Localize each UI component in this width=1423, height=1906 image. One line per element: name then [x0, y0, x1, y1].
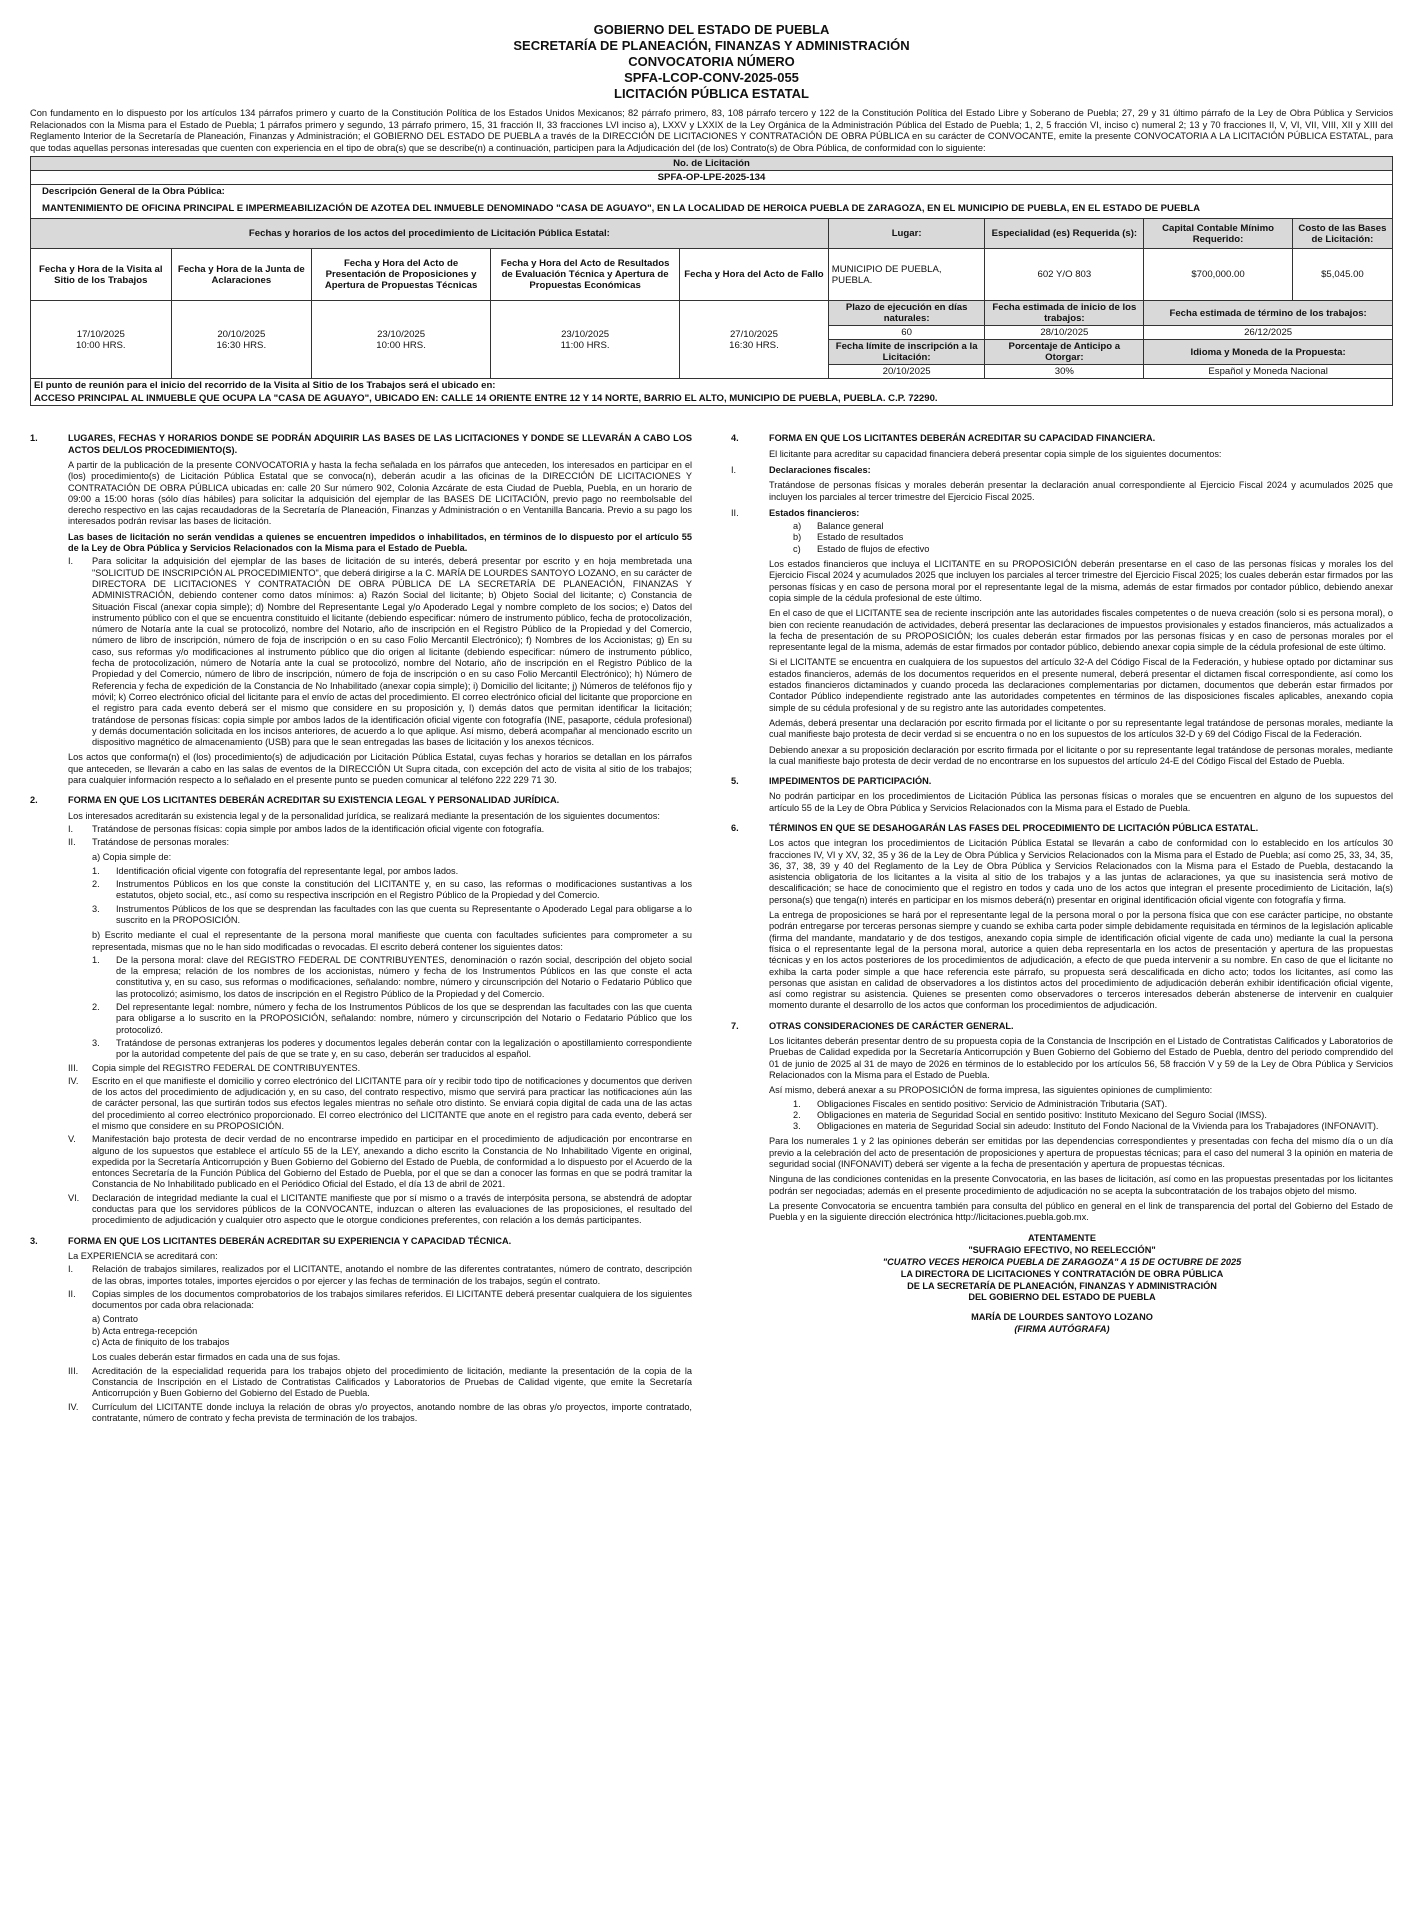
body-columns	[30, 424, 1393, 1424]
sig-name: MARÍA DE LOURDES SANTOYO LOZANO	[971, 1312, 1153, 1323]
item-text: Del representante legal: nombre, número y fecha de los Instrumentos Públicos de los que se desprendan las facultades con las que cuenta para obligarse a lo suscrito en la PROPOSICIÓN, señalando: nombre, número y circunscripción del Notario o Fedatario Público que los protocolizó.	[116, 1002, 692, 1035]
item-number: 1.	[793, 1098, 801, 1109]
idioma-value: Español y Moneda Nacional	[1144, 365, 1393, 379]
reunion-block	[31, 379, 1393, 406]
item-text: Tratándose de personas extranjeras los poderes y documentos legales deberán contar con la legalización o apostillamiento correspondiente por la autoridad competente del país de que se trate y, en su caso, deberán ser traducidos al español.	[116, 1037, 692, 1060]
item-number: II.	[68, 1288, 76, 1299]
resultados-time: 11:00 HRS.	[560, 339, 610, 351]
item-text: Instrumentos Públicos en los que conste la constitución del LICITANTE y, en su caso, las reformas o modificaciones sustantivas a los estatutos, objeto social, etc., así como su respectiva inscripción en el Registro Público de la Propiedad y del Comercio.	[116, 879, 692, 901]
item-text: Balance general	[817, 521, 884, 532]
sig-line: DEL GOBIERNO DEL ESTADO DE PUEBLA	[968, 1292, 1156, 1303]
paragraph: Debiendo anexar a su proposición declaración por escrito firmada por el licitante o por su representante legal tratándose de personas morales, mediante la cual manifieste bajo protesta de decir verdad de no encontrarse en los supuestos del artículo 24-E del Código Fiscal del Estado de Puebla.	[769, 744, 1393, 766]
sig-line: ATENTAMENTE	[1027, 1233, 1097, 1244]
item-text: Manifestación bajo protesta de decir verdad de no encontrarse impedido en participar en el procedimiento de adjudicación por encontrarse en alguno de los supuestos que establece el artículo 55 de la LEY, anexando a dicho escrito la Constancia de No Inhabilitado Vigente en original, expedida por la Secretaría Anticorrupción y Buen Gobierno del Gobierno del Estado de Puebla, de conformidad a lo dispuesto por el Acuerdo de la entonces Secretaría de la Función Pública del Gobierno del Estado de Puebla, por el que se dan a conocer las formas en que se podrá tramitar la Constancia de No Inhabilitado publicado en el Periódico Oficial del Estado, el día 13 de abril de 2021.	[92, 1134, 692, 1190]
paragraph: Tratándose de personas físicas y morales deberán presentar la declaración anual correspondiente al Ejercicio Fiscal 2024 y acumulados 2025 que incluyen los parciales al tercer trimestre del Ejercicio Fiscal 2025.	[769, 480, 1393, 502]
section-heading: TÉRMINOS EN QUE SE DESAHOGARÁN LAS FASES DEL PROCEDIMIENTO DE LICITACIÓN PÚBLICA ESTATAL.	[769, 822, 1259, 833]
section-1-title	[30, 433, 692, 456]
paragraph: c) Acta de finiquito de los trabajos	[92, 1337, 230, 1348]
paragraph: Los cuales deberán estar firmados en cada una de sus fojas.	[92, 1352, 341, 1363]
paragraph: El licitante para acreditar su capacidad financiera deberá presentar copia simple de los siguientes documentos:	[769, 448, 1222, 459]
item-number: I.	[68, 556, 74, 567]
left-column	[30, 424, 692, 1424]
item-text: Declaración de integridad mediante la cual el LICITANTE manifieste que por sí mismo o a través de interpósita persona, se abstendrá de adoptar conductas para que los servidores públicos de la CONVOCANTE, induzcan o alteren las evaluaciones de las proposiciones, el resultado del procedimiento de adjudicación y cualquier otro aspecto que le otorgue condiciones preferentes, con relación a los demás participantes.	[92, 1192, 692, 1226]
list-item	[30, 1366, 692, 1400]
h-visita: Fecha y Hora de la Visita al Sitio de los Trabajos	[31, 249, 172, 301]
list-item	[731, 1121, 1393, 1132]
presentacion-date: 23/10/2025	[377, 328, 426, 340]
no-lic-label: No. de Licitación	[31, 157, 1393, 171]
item-text: Obligaciones en materia de Seguridad Social en sentido positivo: Instituto Mexicano del Seguro Social (IMSS).	[817, 1109, 1267, 1120]
fechas-label: Fechas y horarios de los actos del procedimiento de Licitación Pública Estatal:	[31, 219, 829, 249]
paragraph: La EXPERIENCIA se acreditará con:	[68, 1250, 218, 1261]
fallo-time: 16:30 HRS.	[729, 339, 779, 351]
sig-note: (FIRMA AUTÓGRAFA)	[1014, 1324, 1110, 1335]
item-number: b)	[793, 532, 802, 543]
list-item	[30, 1289, 692, 1312]
reunion-value: ACCESO PRINCIPAL AL INMUEBLE QUE OCUPA LA "CASA DE AGUAYO", UBICADO EN: CALLE 14 ORIENTE ENTRE 12 Y 14 NORTE, BARRIO EL ALTO, MUNICIPIO DE PUEBLA, PUEBLA. C.P. 72290.	[34, 393, 938, 405]
section-number: 4.	[731, 433, 739, 444]
list-item	[30, 1002, 692, 1036]
junta-time: 16:30 HRS.	[216, 339, 267, 351]
item-number: V.	[68, 1134, 76, 1145]
junta-cell	[171, 301, 312, 379]
list-item	[30, 1076, 692, 1132]
item-number: 1.	[92, 865, 100, 876]
no-lic-value: SPFA-OP-LPE-2025-134	[31, 171, 1393, 185]
item-number: 1.	[92, 954, 100, 965]
h-presentacion: Fecha y Hora del Acto de Presentación de Proposiciones y Apertura de Propuestas Técnicas	[312, 249, 491, 301]
h-fallo: Fecha y Hora del Acto de Fallo	[680, 249, 829, 301]
presentacion-cell	[312, 301, 491, 379]
section-heading: IMPEDIMENTOS DE PARTICIPACIÓN.	[769, 776, 932, 787]
item-text: Obligaciones en materia de Seguridad Social sin adeudo: Instituto del Fondo Nacional de la Vivienda para los Trabajadores (INFONAVIT).	[817, 1121, 1379, 1132]
list-item	[731, 1099, 1393, 1110]
section-number: 3.	[30, 1235, 38, 1246]
item-text: Acreditación de la especialidad requerida para los trabajos objeto del procedimiento de licitación, mediante la presentación de la copia de la Constancia de Inscripción en el Listado de Contratistas Calificados y Laboratorios de Pruebas de Calidad vigente, que emite la Secretaría Anticorrupción y Buen Gobierno del Gobierno del Estado de Puebla.	[92, 1365, 692, 1399]
section-2-title	[30, 795, 692, 806]
list-item	[30, 1134, 692, 1190]
item-text: Declaraciones fiscales:	[769, 464, 871, 475]
item-number: III.	[68, 1062, 79, 1073]
h-junta: Fecha y Hora de la Junta de Aclaraciones	[171, 249, 312, 301]
item-number: a)	[793, 521, 802, 532]
header-line-1: GOBIERNO DEL ESTADO DE PUEBLA	[593, 22, 830, 37]
item-text: Tratándose de personas físicas: copia simple por ambos lados de la identificación oficial vigente con fotografía.	[92, 823, 545, 834]
header-line-2: SECRETARÍA DE PLANEACIÓN, FINANZAS Y ADMINISTRACIÓN	[513, 38, 910, 53]
item-text: Currículum del LICITANTE donde incluya la relación de obras y/o proyectos, anotando nombre de las obras y/o proyectos, importe contratado, contratante, número de contrato y fecha prevista de terminación de los trabajos.	[92, 1401, 692, 1423]
item-text: Copias simples de los documentos comprobatorios de los trabajos similares referidos. El LICITANTE deberá presentar cualquiera de los siguientes documentos por cada obra relacionada:	[92, 1288, 692, 1311]
sig-line: "SUFRAGIO EFECTIVO, NO REELECCIÓN"	[968, 1245, 1156, 1256]
item-text: Instrumentos Públicos de los que se desprendan las facultades con las que cuenta su Representante o Apoderado Legal para obligarse a lo suscrito en la PROPOSICIÓN.	[116, 903, 692, 925]
list-item	[30, 1063, 692, 1074]
paragraph: No podrán participar en los procedimientos de Licitación Pública las personas físicas o morales que se encuentren en alguno de los supuestos del artículo 55 de la Ley de Obra Pública y Servicios Relacionados con la Misma para el Estado de Puebla.	[769, 791, 1393, 813]
termino-value: 26/12/2025	[1144, 326, 1393, 340]
list-item	[30, 1038, 692, 1061]
item-text: Copia simple del REGISTRO FEDERAL DE CONTRIBUYENTES.	[92, 1062, 361, 1073]
intro-paragraph: Con fundamento en lo dispuesto por los artículos 134 párrafos primero y cuarto de la Constitución Política de los Estados Unidos Mexicanos; 82 párrafo primero, 83, 108 párrafo tercero y 122 de la Constitución Política del Estado Libre y Soberano de Puebla; 27, 29 y 31 último párrafo de la Ley de Obra Pública y Servicios Relacionados con la Misma para el Estado de Puebla; 1 párrafos primero y segundo, 13 párrafo primero, 15, 31 fracción II, 33 fracciones LVI inciso a), LXXV y LXXIX de la Ley Orgánica de la Administración Pública del Estado de Puebla; 1, 2, 5 fracción VI, inciso c) numeral 2; 13 y 70 fracciones II, V, VI, VII, VIII, XII y XIII del Reglamento Interior de la Secretaría de Planeación, Finanzas y Administración; el GOBIERNO DEL ESTADO DE PUEBLA a través de la DIRECCIÓN DE LICITACIONES Y CONTRATACIÓN DE OBRA PÚBLICA en su carácter de CONVOCANTE, emite la presente CONVOCATORIA A LA LICITACIÓN PÚBLICA ESTATAL, para que todas aquellas personas interesadas que cuenten con experiencia en el tipo de obra(s) que se describe(n) a continuación, participen para la Adjudicación del (de los) Contrato(s) de Obra Pública, de conformidad con lo siguiente:	[30, 108, 1393, 153]
presentacion-time: 10:00 HRS.	[376, 339, 426, 351]
visita-time: 10:00 HRS.	[75, 339, 126, 351]
item-number: I.	[731, 464, 737, 475]
item-number: VI.	[68, 1192, 80, 1203]
item-text: Estado de flujos de efectivo	[817, 543, 930, 554]
section-heading: OTRAS CONSIDERACIONES DE CARÁCTER GENERAL.	[769, 1020, 1014, 1031]
paragraph: a) Copia simple de:	[92, 852, 172, 863]
list-item	[731, 544, 1393, 555]
lugar-value: MUNICIPIO DE PUEBLA, PUEBLA.	[828, 249, 985, 301]
section-5-title	[731, 776, 1393, 787]
paragraph: Los actos que conforma(n) el (los) procedimiento(s) de adjudicación por Licitación Pública Estatal, cuyas fechas y horarios se detallan en los párrafos que anteceden, se llevarán a cabo en las salas de eventos de la DIRECCIÓN Ut Supra citada, con excepción del acto de visita al sitio de los trabajos; para cualquier información respecto a lo señalado en el presente punto se pueden comunicar al teléfono 222 229 71 30.	[68, 752, 692, 785]
desc-block	[31, 185, 1393, 219]
anticipo-value: 30%	[985, 365, 1144, 379]
desc-value: MANTENIMIENTO DE OFICINA PRINCIPAL E IMPERMEABILIZACIÓN DE AZOTEA DEL INMUEBLE DENOMINADO "CASA DE AGUAYO", EN LA LOCALIDAD DE HEROICA PUEBLA DE ZARAGOZA, EN EL MUNICIPIO DE PUEBLA, EN EL ESTADO DE PUEBLA	[42, 203, 1201, 215]
section-number: 2.	[30, 795, 38, 806]
list-item	[30, 879, 692, 902]
paragraph: b) Escrito mediante el cual el representante de la persona moral manifieste que cuenta con facultades suficientes para comprometer a su representada, mismas que no le han sido modificadas o revocadas. El escrito deberá contener los siguientes datos:	[92, 930, 692, 952]
item-text: Estado de resultados	[817, 532, 904, 543]
item-number: IV.	[68, 1075, 79, 1086]
costo-value: $5,045.00	[1292, 249, 1392, 301]
list-item	[30, 1193, 692, 1227]
tender-table	[30, 156, 1393, 406]
item-number: 2.	[92, 1002, 100, 1013]
item-number: III.	[68, 1365, 79, 1376]
paragraph: A partir de la publicación de la presente CONVOCATORIA y hasta la fecha señalada en los párrafos que anteceden, los interesados en participar en el (los) procedimiento(s) de Licitación Pública Estatal que se convoca(n), deberán acudir a las oficinas de la DIRECCIÓN DE LICITACIONES Y CONTRATACIÓN DE OBRA PÚBLICA ubicadas en: calle 20 Sur número 902, Colonia Azcárate de esta Ciudad de Puebla, Puebla, en un horario de 09:00 a 15:00 horas (sólo días hábiles) para solicitar la adquisición del ejemplar de las BASES DE LICITACIÓN, previo pago no reembolsable del derecho respectivo en las cajas recaudadoras de la Secretaría de Planeación, Finanzas y Administración o en Ventanilla Bancaria. Previo a su pago los interesados podrán revisar las bases de licitación.	[68, 459, 692, 527]
item-text: Obligaciones Fiscales en sentido positivo: Servicio de Administración Tributaria (SAT).	[817, 1098, 1168, 1109]
plazo-value: 60	[828, 326, 985, 340]
plazo-label: Plazo de ejecución en días naturales:	[828, 301, 985, 326]
section-heading: FORMA EN QUE LOS LICITANTES DEBERÁN ACREDITAR SU EXPERIENCIA Y CAPACIDAD TÉCNICA.	[68, 1235, 512, 1246]
list-item	[30, 837, 692, 848]
item-text: Tratándose de personas morales:	[92, 837, 230, 848]
capital-value: $700,000.00	[1144, 249, 1293, 301]
item-number: 3.	[92, 903, 100, 914]
sig-line: "CUATRO VECES HEROICA PUEBLA DE ZARAGOZA" A 15 DE OCTUBRE DE 2025	[882, 1257, 1242, 1268]
lugar-label: Lugar:	[828, 219, 985, 249]
item-number: II.	[731, 507, 739, 518]
signature-block	[731, 1233, 1393, 1335]
item-number: I.	[68, 1264, 74, 1275]
anticipo-label: Porcentaje de Anticipo a Otorgar:	[985, 340, 1144, 365]
paragraph: a) Contrato	[92, 1314, 138, 1325]
reunion-label: El punto de reunión para el inicio del recorrido de la Visita al Sitio de los Trabajos será el ubicado en:	[34, 380, 496, 392]
header-line-3: CONVOCATORIA NÚMERO	[628, 54, 795, 69]
visita-date: 17/10/2025	[76, 328, 125, 340]
list-item	[731, 532, 1393, 543]
paragraph: Si el LICITANTE se encuentra en cualquiera de los supuestos del artículo 32-A del Código Fiscal de la Federación, y hubiese optado por dictaminar sus estados financieros, además de los documentos requeridos en el presente numeral, deberá presentar el dictamen fiscal correspondiente, así como los estados financieros dictaminados y cuando proceda las declaraciones complementarias por dictamen, documentos que deberán estar firmados por Contador Público independiente registrado ante las autoridades competentes en términos de las disposiciones fiscales aplicables, anexando copia simple de su cédula profesional y de su registro ante las autoridades competentes.	[769, 657, 1393, 713]
list-item	[30, 1264, 692, 1287]
item-text: Para solicitar la adquisición del ejemplar de las bases de licitación de su interés, deberá presentar por escrito y en hoja membretada una "SOLICITUD DE INSCRIPCIÓN AL PROCEDIMIENTO", que deberá dirigirse a la C. MARÍA DE LOURDES SANTOYO LOZANO, en su carácter de DIRECTORA DE LICITACIONES Y CONTRATACIÓN DE OBRA PÚBLICA DE LA SECRETARÍA DE PLANEACIÓN, FINANZAS Y ADMINISTRACIÓN, debiendo contener como datos mínimos: a) Razón Social del licitante; b) Objeto Social del licitante; c) Constancia de Situación Fiscal (anexar copia simple); d) Nombre del Representante Legal y/o Apoderado Legal y nombre completo de los socios; e) Datos del instrumento público con el que se encuentra constituido el licitante (debiendo especificar: número de instrumento público, fecha de protocolización, número de Notaría ante la cual se protocolizó, nombre del Notario, año de inscripción en el Registro Público de la Propiedad y del Comercio, número de libro de inscripción, número de foja de inscripción o en su caso Folio Mercantil Electrónico); f) Nombres de los Accionistas; g) En su caso, sus reformas y/o modificaciones al instrumento público que dio origen al licitante (debiendo especificar: número de instrumento público, fecha de protocolización, número de Notaría ante la cual se protocolizó, nombre del Notario, año de inscripción en el Registro Público de la Propiedad y del Comercio, número de libro de inscripción, número de foja de inscripción o en su caso Folio Mercantil Electrónico); h) Número de Referencia y fecha de expedición de la Constancia de No Inhabilitado (anexar copia simple); i) Domicilio del licitante; j) Números de teléfonos fijo y móvil; k) Correo electrónico oficial del licitante para el envío de actas del procedimiento. El correo electrónico oficial del licitante que proporcione en el registro para cada evento deberá ser el mismo que considere en su proposición y, l) demás datos que permitan identificar la licitación; tratándose de personas físicas: copia simple por ambos lados de la identificación oficial vigente con fotografía (INE, pasaporte, cédula profesional) y demás documentación solicitada en los incisos anteriores, de acuerdo a lo que aplique. Así mismo, deberá acompañar al mencionado escrito un dispositivo magnético de almacenamiento (USB) para que le sean entregadas las bases de licitación y los anexos técnicos.	[92, 556, 692, 748]
item-text: Estados financieros:	[769, 507, 860, 518]
list-item	[731, 465, 1393, 476]
section-4-title	[731, 433, 1393, 444]
idioma-label: Idioma y Moneda de la Propuesta:	[1144, 340, 1393, 365]
junta-date: 20/10/2025	[217, 328, 266, 340]
sig-line: DE LA SECRETARÍA DE PLANEACIÓN, FINANZAS Y ADMINISTRACIÓN	[907, 1280, 1217, 1291]
inicio-label: Fecha estimada de inicio de los trabajos:	[985, 301, 1144, 326]
list-item	[30, 1402, 692, 1425]
section-7-title	[731, 1021, 1393, 1032]
paragraph: La presente Convocatoria se encuentra también para consulta del público en general en el link de transparencia del portal del Gobierno del Estado de Puebla y en la siguiente dirección electrónica http://licitaciones.puebla.gob.mx.	[769, 1200, 1393, 1223]
paragraph: Los licitantes deberán presentar dentro de su propuesta copia de la Constancia de Inscripción en el Listado de Contratistas Calificados y Laboratorios de Pruebas de Calidad expedida por la Secretaría Anticorrupción y Buen Gobierno del Gobierno del Estado de Puebla, dentro del periodo comprendido del 01 de junio de 2025 al 31 de mayo de 2026 en términos de lo establecido por los artículos 56, 58 fracción V y 59 de la Ley de Obra Pública y Servicios Relacionados con la Misma para el Estado de Puebla.	[769, 1036, 1393, 1080]
resultados-cell	[491, 301, 680, 379]
sig-line: LA DIRECTORA DE LICITACIONES Y CONTRATACIÓN DE OBRA PÚBLICA	[900, 1268, 1224, 1279]
limite-value: 20/10/2025	[828, 365, 985, 379]
section-number: 6.	[731, 822, 739, 833]
item-number: 3.	[793, 1121, 801, 1132]
item-number: 2.	[92, 879, 100, 890]
header-line-5: LICITACIÓN PÚBLICA ESTATAL	[614, 86, 809, 101]
section-3-title	[30, 1236, 692, 1247]
section-heading: FORMA EN QUE LOS LICITANTES DEBERÁN ACREDITAR SU CAPACIDAD FINANCIERA.	[769, 433, 1156, 444]
item-number: I.	[68, 823, 74, 834]
costo-label: Costo de las Bases de Licitación:	[1292, 219, 1392, 249]
paragraph: Los estados financieros que incluya el LICITANTE en su PROPOSICIÓN deberán presentarse en el caso de las personas físicas y morales los del Ejercicio Fiscal 2024 y acumulados 2025 que incluyen los parciales al tercer trimestre del Ejercicio Fiscal 2025; los cuales deberán estar firmados por las personas físicas y en caso de persona moral por el representante legal de la misma, además de estar firmados por contador público, debiendo anexar copia simple de la cédula profesional de este último.	[769, 559, 1393, 603]
header-line-4: SPFA-LCOP-CONV-2025-055	[624, 70, 799, 85]
fallo-cell	[680, 301, 829, 379]
section-number: 1.	[30, 433, 38, 444]
section-number: 7.	[731, 1020, 739, 1031]
list-item	[30, 866, 692, 877]
list-item	[731, 1110, 1393, 1121]
item-text: Identificación oficial vigente con fotografía del representante legal, por ambos lados.	[116, 865, 459, 876]
section-6-title	[731, 823, 1393, 834]
item-number: IV.	[68, 1401, 79, 1412]
paragraph: Los interesados acreditarán su existencia legal y de la personalidad jurídica, se realizará mediante la presentación de los siguientes documentos:	[68, 810, 660, 821]
paragraph: Así mismo, deberá anexar a su PROPOSICIÓN de forma impresa, las siguientes opiniones de cumplimiento:	[769, 1085, 1213, 1096]
item-number: 3.	[92, 1037, 100, 1048]
document-header	[30, 22, 1393, 102]
paragraph: Para los numerales 1 y 2 las opiniones deberán ser emitidas por las dependencias correspondientes y presentadas con fecha del mismo día o un día previo a la celebración del acto de presentación de proposiciones y apertura de propuestas técnicas; para el caso del numeral 3 la opinión en materia de seguridad social (INFONAVIT) deberá ser vigente a la fecha de presentación y apertura de propuestas técnicas.	[769, 1136, 1393, 1169]
paragraph: Las bases de licitación no serán vendidas a quienes se encuentren impedidos o inhabilitados, en términos de lo dispuesto por el artículo 55 de la Ley de Obra Pública y Servicios Relacionados con la Misma para el Estado de Puebla.	[68, 531, 692, 554]
paragraph: La entrega de proposiciones se hará por el representante legal de la persona moral o por la persona física que con ese carácter participe, no obstante podrán entregarse por terceras personas siempre y cuando se exhiba carta poder simple debidamente requisitada en términos de la legislación aplicable (firma del mandante, mandatario y de dos testigos, anexando copia simple de identificación oficial vigente de cada uno) mediante la cual la persona física o el representante legal de la persona moral, autorice a quien deba representarla en los actos de presentación y apertura de las propuestas técnicas y en los actos posteriores de los procedimientos de adjudicación, a efecto de que pueda intervenir a su nombre. En caso de que el licitante no exhiba la carta poder simple a que hace referencia este párrafo, su propuesta será descalificada en dicho acto; todos los licitantes, así como las personas que asistan en calidad de observadores a los distintos actos del procedimiento de adjudicación deberán exhibir identificación oficial vigente, así como registrar su asistencia. Quienes se presenten como observadores o terceros interesados deberán abstenerse de intervenir en cualquier momento durante el desarrollo de los actos que conforman los procedimientos de adjudicación.	[769, 910, 1393, 1011]
visita-cell	[31, 301, 172, 379]
list-item	[731, 521, 1393, 532]
list-item	[731, 508, 1393, 519]
item-number: c)	[793, 543, 801, 554]
paragraph: Además, deberá presentar una declaración por escrito firmada por el licitante o por su representante legal tratándose de personas morales, mediante la cual manifieste bajo protesta de decir verdad si se encuentra o no en los supuestos de los artículos 32-D y 69 del Código Fiscal de la Federación.	[769, 717, 1393, 740]
section-heading: LUGARES, FECHAS Y HORARIOS DONDE SE PODRÁN ADQUIRIR LAS BASES DE LAS LICITACIONES Y DONDE SE LLEVARÁN A CABO LOS ACTOS DEL/LOS PROCEDIMIENTO(S).	[68, 433, 692, 455]
list-item	[30, 904, 692, 927]
paragraph: b) Acta entrega-recepción	[92, 1325, 198, 1336]
esp-value: 602 Y/O 803	[985, 249, 1144, 301]
termino-label: Fecha estimada de término de los trabajos:	[1144, 301, 1393, 326]
item-text: Escrito en el que manifieste el domicilio y correo electrónico del LICITANTE para oír y recibir todo tipo de notificaciones y documentos que deriven de los actos del procedimiento de adjudicación y, en su caso, del contrato respectivo, mismo que servirá para practicar las notificaciones aún las de carácter personal, las que surtirán todos sus efectos legales mientras no señale otro distinto. Se enviará copia digital de cada una de las actas del procedimiento al correo electrónico proporcionado. El correo electrónico del LICITANTE que anote en el registro para cada evento, deberá ser el mismo que considere en su PROPOSICIÓN.	[92, 1075, 692, 1131]
esp-label: Especialidad (es) Requerida (s):	[985, 219, 1144, 249]
limite-label: Fecha límite de inscripción a la Licitación:	[828, 340, 985, 365]
desc-label: Descripción General de la Obra Pública:	[42, 186, 225, 198]
item-number: II.	[68, 837, 76, 848]
item-text: Relación de trabajos similares, realizados por el LICITANTE, anotando el nombre de las diferentes contratantes, número de contrato, descripción de las obras, importes totales, importes ejercidos o por ejercer y las fechas de terminación de los trabajos, según el contrato.	[92, 1264, 692, 1286]
paragraph: Los actos que integran los procedimientos de Licitación Pública Estatal se llevarán a cabo de conformidad con lo establecido en los artículos 30 fracciones IV, VI y XV, 32, 35 y 36 de la Ley de Obra Pública y Servicios Relacionados con la Misma para el Estado de Puebla; así como 25, 33, 34, 35, 36, 37, 38, 39 y 40 del Reglamento de la Ley de Obra Pública y Servicios Relacionados con la Misma para el Estado de Puebla, destacando la asistencia obligatoria de los licitantes a la visita al sitio de los trabajos y a las juntas de aclaraciones, ya que su inasistencia será motivo de descalificación; se hace de conocimiento que el registro en todos y cada uno de los actos que integran el presente procedimiento de Licitación, la(s) persona(s) que tenga(n) interés en participar en los mismos deberá(n) presentar en original identificación oficial vigente con fotografía y firma.	[769, 838, 1393, 905]
inicio-value: 28/10/2025	[985, 326, 1144, 340]
item-number: 2.	[793, 1109, 801, 1120]
item-text: De la persona moral: clave del REGISTRO FEDERAL DE CONTRIBUYENTES, denominación o razón social, descripción del objeto social de la empresa; relación de los nombres de los accionistas, número y fecha de los Instrumentos Públicos en las que conste el acta constitutiva y, en su caso, sus reformas o modificaciones, señalando: nombre, número y circunscripción del Notario o Fedatario Público que las protocolizó; asimismo, los datos de inscripción en el Registro Público de la Propiedad y del Comercio.	[116, 954, 692, 999]
fallo-date: 27/10/2025	[729, 328, 778, 340]
section-heading: FORMA EN QUE LOS LICITANTES DEBERÁN ACREDITAR SU EXISTENCIA LEGAL Y PERSONALIDAD JURÍDICA.	[68, 795, 560, 806]
section-number: 5.	[731, 776, 739, 787]
h-resultados: Fecha y Hora del Acto de Resultados de Evaluación Técnica y Apertura de Propuestas Económicas	[491, 249, 680, 301]
paragraph: Ninguna de las condiciones contenidas en la presente Convocatoria, en las bases de licitación, así como en las propuestas presentadas por los licitantes podrán ser negociadas; además en el presente procedimiento de adjudicación no se acepta la subcontratación de los trabajos objeto del mismo.	[769, 1174, 1393, 1196]
paragraph: En el caso de que el LICITANTE sea de reciente inscripción ante las autoridades fiscales competentes o de nueva creación (solo si es persona moral), o bien con reciente reanudación de actividades, deberá presentar las declaraciones de impuestos provisionales y estados financieros, más actualizados a la fecha de presentación de su PROPOSICIÓN; los cuales deberán estar firmados por las personas físicas y en caso de personas morales por el representante legal de la misma, además de estar firmados por contador público, debiendo anexar copia simple de la cédula profesional de este último.	[769, 608, 1393, 653]
list-item	[30, 824, 692, 835]
list-item	[30, 955, 692, 1000]
right-column	[731, 424, 1393, 1424]
capital-label: Capital Contable Mínimo Requerido:	[1144, 219, 1293, 249]
resultados-date: 23/10/2025	[561, 328, 610, 340]
list-item	[30, 556, 692, 748]
